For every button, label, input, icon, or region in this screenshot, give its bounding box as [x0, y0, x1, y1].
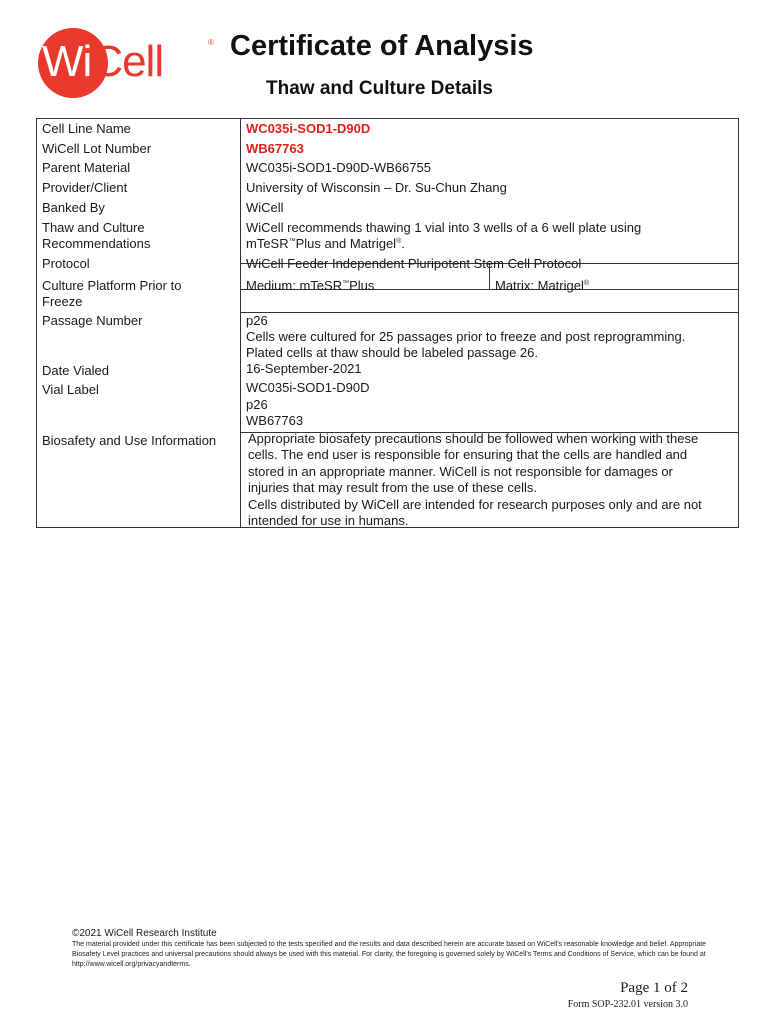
- biosafety-value-line-1: Appropriate biosafety precautions should be followed when working with these: [248, 431, 699, 446]
- lot-number-value: WB67763: [246, 141, 304, 156]
- page-number: Page 1 of 2: [620, 980, 688, 996]
- biosafety-label: Biosafety and Use Information: [42, 433, 217, 448]
- details-table: [36, 118, 739, 528]
- protocol-value: WiCell Feeder Independent Pluripotent Stem Cell Protocol: [246, 256, 582, 271]
- passage-number-label: Passage Number: [42, 313, 143, 328]
- passage-value-line-2: Cells were cultured for 25 passages prior to freeze and post reprogramming.: [246, 329, 686, 344]
- thaw-label-line-2: Recommendations: [42, 236, 151, 251]
- banked-by-label: Banked By: [42, 200, 105, 215]
- vial-label-line-2: p26: [246, 397, 268, 412]
- date-vialed-label: Date Vialed: [42, 363, 109, 378]
- cell-line-name-value: WC035i-SOD1-D90D: [246, 121, 371, 136]
- row-divider-passage: [240, 312, 738, 313]
- culture-matrix-value: Matrix: Matrigel®: [495, 278, 590, 293]
- page-title: Certificate of Analysis: [230, 30, 534, 62]
- logo-wordmark: WiCell: [42, 37, 164, 86]
- disclaimer-text: The material provided under this certificate has been subjected to the tests specified and the results and data described herein are accurate based on WiCell's reasonable knowledge and belief. Appropriate Biosafety Level practices and universal precautions should always be used with this material. For clarity, the foregoing is governed solely by WiCell's Terms and Conditions of Service, which can be found at http://www.wicell.org/privacyandterms.: [72, 941, 707, 968]
- logo-registered-mark: ®: [208, 38, 214, 47]
- form-version: Form SOP-232.01 version 3.0: [567, 999, 688, 1010]
- date-vialed-value: 16-September-2021: [246, 361, 362, 376]
- provider-value: University of Wisconsin – Dr. Su-Chun Zhang: [246, 180, 507, 195]
- culture-medium-value: Medium: mTeSR™Plus: [246, 278, 375, 293]
- passage-value-line-1: p26: [246, 313, 268, 328]
- biosafety-value-line-5: Cells distributed by WiCell are intended for research purposes only and are not: [248, 497, 702, 512]
- vial-label-label: Vial Label: [42, 382, 99, 397]
- vial-label-line-1: WC035i-SOD1-D90D: [246, 380, 370, 395]
- culture-platform-label-line-1: Culture Platform Prior to: [42, 278, 182, 293]
- thaw-value-line-1: WiCell recommends thawing 1 vial into 3 wells of a 6 well plate using: [246, 220, 642, 235]
- parent-material-value: WC035i-SOD1-D90D-WB66755: [246, 160, 431, 175]
- copyright-notice: ©2021 WiCell Research Institute: [72, 928, 217, 939]
- thaw-value-line-2: mTeSR™Plus and Matrigel®.: [246, 236, 405, 251]
- biosafety-value-line-2: cells. The end user is responsible for ensuring that the cells are handled and: [248, 447, 688, 462]
- biosafety-value-line-6: intended for use in humans.: [248, 513, 409, 528]
- protocol-label: Protocol: [42, 256, 90, 271]
- column-divider: [240, 119, 241, 527]
- thaw-label-line-1: Thaw and Culture: [42, 220, 145, 235]
- vial-label-line-3: WB67763: [246, 413, 304, 428]
- biosafety-value-line-3: stored in an appropriate manner. WiCell is not responsible for damages or: [248, 464, 673, 479]
- passage-value-line-3: Plated cells at thaw should be labeled passage 26.: [246, 345, 538, 360]
- parent-material-label: Parent Material: [42, 160, 131, 175]
- provider-label: Provider/Client: [42, 180, 128, 195]
- culture-platform-label-line-2: Freeze: [42, 294, 83, 309]
- lot-number-label: WiCell Lot Number: [42, 141, 152, 156]
- cell-line-name-label: Cell Line Name: [42, 121, 131, 136]
- banked-by-value: WiCell: [246, 200, 284, 215]
- wicell-logo: [38, 28, 214, 100]
- biosafety-value-line-4: injuries that may result from the use of these cells.: [248, 480, 538, 495]
- page-subtitle: Thaw and Culture Details: [266, 78, 493, 99]
